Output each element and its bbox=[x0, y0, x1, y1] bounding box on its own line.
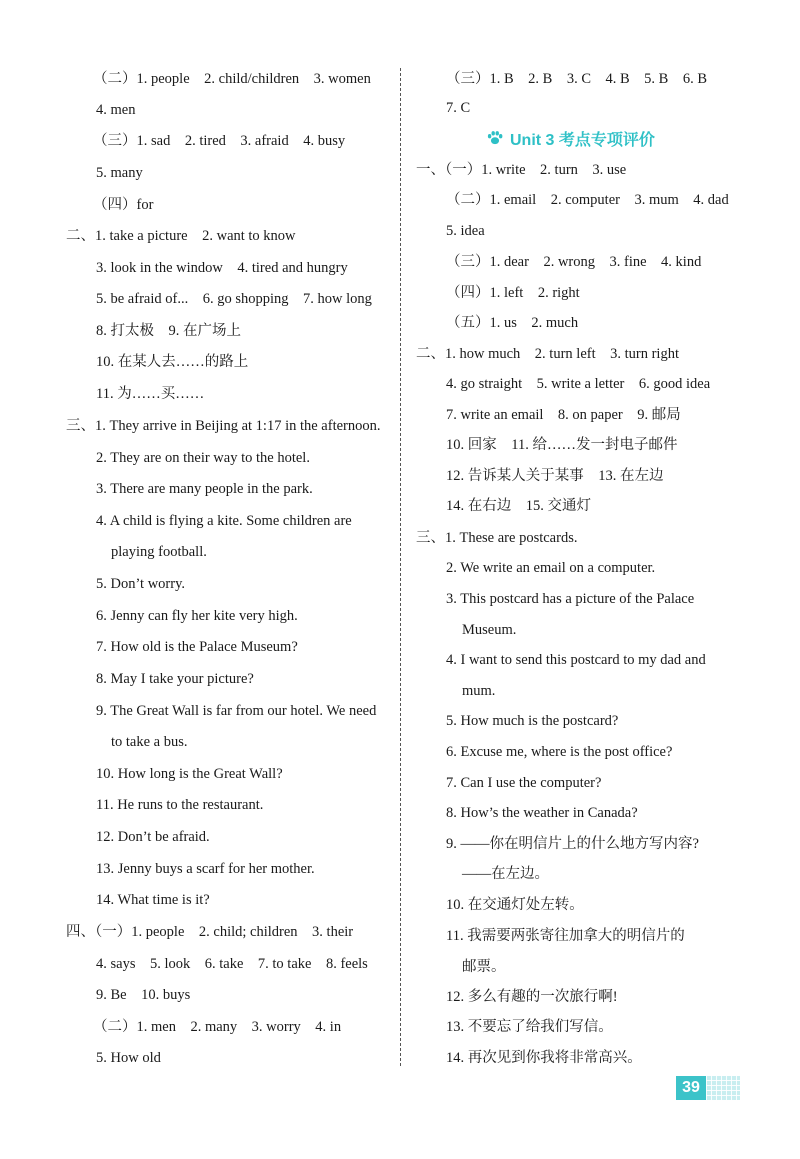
answer-line: （三）1. dear 2. wrong 3. fine 4. kind bbox=[446, 254, 702, 270]
answer-line: 3. look in the window 4. tired and hungry bbox=[96, 260, 348, 276]
answer-line: 12. Don’t be afraid. bbox=[96, 829, 210, 845]
answer-line: 邮票。 bbox=[462, 959, 506, 975]
answer-line: 三、1. These are postcards. bbox=[416, 530, 578, 546]
answer-line: 4. men bbox=[96, 102, 136, 118]
answer-line: 13. Jenny buys a scarf for her mother. bbox=[96, 861, 315, 877]
answer-line: 8. 打太极 9. 在广场上 bbox=[96, 323, 241, 339]
answer-line: 4. go straight 5. write a letter 6. good idea bbox=[446, 376, 711, 392]
answer-line: 4. A child is flying a kite. Some children are bbox=[96, 513, 352, 529]
answer-line: 4. says 5. look 6. take 7. to take 8. feels bbox=[96, 956, 368, 972]
answer-line: 2. They are on their way to the hotel. bbox=[96, 450, 310, 466]
answer-line: playing football. bbox=[111, 544, 207, 560]
answer-line: ——在左边。 bbox=[462, 866, 549, 882]
answer-line: Museum. bbox=[462, 622, 517, 638]
answer-line: 5. Don’t worry. bbox=[96, 576, 186, 592]
answer-line: 14. What time is it? bbox=[96, 892, 210, 908]
page-number: 39 bbox=[676, 1076, 706, 1100]
answer-line: 12. 告诉某人关于某事 13. 在左边 bbox=[446, 468, 664, 484]
answer-line: （二）1. people 2. child/children 3. women bbox=[93, 71, 371, 87]
answer-line: 三、1. They arrive in Beijing at 1:17 in the afternoon. bbox=[66, 418, 381, 434]
column-divider bbox=[400, 68, 401, 1066]
answer-line: 8. May I take your picture? bbox=[96, 671, 254, 687]
answer-line: 10. 回家 11. 给……发一封电子邮件 bbox=[446, 437, 678, 453]
section-heading bbox=[486, 126, 655, 150]
answer-line: 一、（一）1. write 2. turn 3. use bbox=[416, 162, 627, 178]
answer-line: 14. 再次见到你我将非常高兴。 bbox=[446, 1050, 642, 1066]
answer-line: 9. ——你在明信片上的什么地方写内容? bbox=[446, 836, 699, 852]
answer-line: 3. This postcard has a picture of the Palace bbox=[446, 591, 695, 607]
answer-line: 9. The Great Wall is far from our hotel. We need bbox=[96, 703, 377, 719]
answer-line: 7. Can I use the computer? bbox=[446, 775, 602, 791]
answer-line: 4. I want to send this postcard to my dad and bbox=[446, 652, 706, 668]
answer-line: 二、1. take a picture 2. want to know bbox=[66, 228, 296, 244]
answer-line: （三）1. B 2. B 3. C 4. B 5. B 6. B bbox=[446, 71, 708, 87]
answer-line: 5. How much is the postcard? bbox=[446, 713, 619, 729]
answer-line: （二）1. email 2. computer 3. mum 4. dad bbox=[446, 192, 729, 208]
answer-line: 5. idea bbox=[446, 223, 485, 239]
answer-line: 7. C bbox=[446, 100, 471, 116]
answer-line: 3. There are many people in the park. bbox=[96, 481, 313, 497]
answer-line: （四）1. left 2. right bbox=[446, 285, 580, 301]
answer-line: （四）for bbox=[93, 197, 154, 213]
answer-line: 9. Be 10. buys bbox=[96, 987, 191, 1003]
answer-line: 5. many bbox=[96, 165, 143, 181]
answer-line: 7. write an email 8. on paper 9. 邮局 bbox=[446, 407, 681, 423]
answer-line: （二）1. men 2. many 3. worry 4. in bbox=[93, 1019, 342, 1035]
answer-line: 14. 在右边 15. 交通灯 bbox=[446, 498, 591, 514]
answer-line: 10. 在某人去……的路上 bbox=[96, 354, 249, 370]
answer-line: 10. 在交通灯处左转。 bbox=[446, 897, 584, 913]
answer-line: mum. bbox=[462, 683, 496, 699]
answer-line: 6. Jenny can fly her kite very high. bbox=[96, 608, 298, 624]
answer-line: 11. He runs to the restaurant. bbox=[96, 797, 264, 813]
answer-line: 6. Excuse me, where is the post office? bbox=[446, 744, 673, 760]
answer-line: to take a bus. bbox=[111, 734, 188, 750]
answer-line: （五）1. us 2. much bbox=[446, 315, 579, 331]
page-number-badge bbox=[676, 1076, 740, 1100]
section-heading-text: Unit 3 考点专项评价 bbox=[510, 131, 655, 149]
answer-line: 5. be afraid of... 6. go shopping 7. how long bbox=[96, 291, 372, 307]
answer-line: 11. 我需要两张寄往加拿大的明信片的 bbox=[446, 928, 685, 944]
answer-line: 11. 为……买…… bbox=[96, 386, 205, 402]
answer-line: 四、（一）1. people 2. child; children 3. their bbox=[66, 924, 354, 940]
answer-line: 12. 多么有趣的一次旅行啊! bbox=[446, 989, 618, 1005]
answer-line: （三）1. sad 2. tired 3. afraid 4. busy bbox=[93, 133, 346, 149]
answer-line: 2. We write an email on a computer. bbox=[446, 560, 656, 576]
answer-line: 7. How old is the Palace Museum? bbox=[96, 639, 298, 655]
answer-line: 5. How old bbox=[96, 1050, 161, 1066]
paw-icon bbox=[486, 129, 504, 147]
answer-line: 二、1. how much 2. turn left 3. turn right bbox=[416, 346, 679, 362]
answer-line: 8. How’s the weather in Canada? bbox=[446, 805, 638, 821]
answer-line: 10. How long is the Great Wall? bbox=[96, 766, 283, 782]
answer-line: 13. 不要忘了给我们写信。 bbox=[446, 1019, 613, 1035]
